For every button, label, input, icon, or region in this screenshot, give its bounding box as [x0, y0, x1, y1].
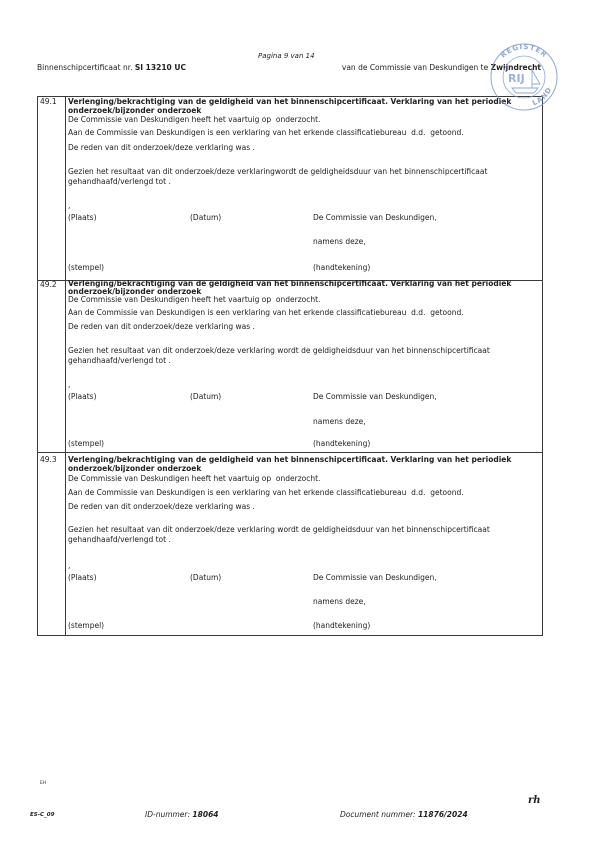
place-date-separator: ,	[68, 380, 71, 389]
on-behalf-label: namens deze,	[313, 417, 366, 426]
document-number-value: 11876/2024	[417, 810, 468, 819]
inspection-statement: De Commissie van Deskundigen heeft het vaartuig op onderzocht.	[68, 474, 321, 483]
place-label: (Plaats)	[68, 392, 97, 401]
id-number-line	[145, 810, 219, 820]
validity-statement-line-2: gehandhaafd/verlengd tot .	[68, 356, 171, 365]
signature-label: (handtekening)	[313, 621, 371, 630]
stamp-bottom-text: LAND	[531, 85, 554, 108]
date-label: (Datum)	[190, 573, 222, 582]
section-number: 49.2	[40, 280, 57, 289]
date-label: (Datum)	[190, 213, 222, 222]
place-label: (Plaats)	[68, 213, 97, 222]
commission-city: Zwijndrecht	[490, 63, 541, 72]
place-date-separator: ,	[68, 561, 71, 570]
stamp-top-text: REGISTER	[499, 42, 549, 60]
endorsement-form	[37, 96, 543, 636]
commission-signatory-label: De Commissie van Deskundigen,	[313, 573, 437, 582]
certificate-number: SI 13210 UC	[134, 63, 186, 72]
signature-label: (handtekening)	[313, 439, 371, 448]
place-label: (Plaats)	[68, 573, 97, 582]
certificate-label: Binnenschipcertificaat nr.	[37, 63, 135, 72]
section-heading-line-2: onderzoek/bijzonder onderzoek	[68, 287, 202, 296]
stamp-label: (stempel)	[68, 263, 105, 272]
handwritten-initials: rh	[528, 795, 541, 806]
id-number-label: ID-nummer:	[145, 810, 193, 819]
validity-statement-line-1: Gezien het resultaat van dit onderzoek/deze verklaring wordt de geldigheidsduur van het binnenschipcertificaat	[68, 525, 490, 534]
section-49-3	[38, 453, 542, 635]
classification-statement: Aan de Commissie van Deskundigen is een verklaring van het erkende classificatiebureau d.d. getoond.	[68, 308, 464, 317]
inspection-statement: De Commissie van Deskundigen heeft het vaartuig op onderzocht.	[68, 115, 321, 124]
classification-statement: Aan de Commissie van Deskundigen is een verklaring van het erkende classificatiebureau d.d. getoond.	[68, 488, 464, 497]
on-behalf-label: namens deze,	[313, 237, 366, 246]
reason-statement: De reden van dit onderzoek/deze verklaring was .	[68, 502, 255, 511]
section-number: 49.1	[40, 97, 57, 106]
date-label: (Datum)	[190, 392, 222, 401]
register-stamp	[488, 40, 560, 114]
svg-text:REGISTER	[499, 43, 549, 60]
section-heading-line-1: Verlenging/bekrachtiging van de geldigheid van het binnenschipcertificaat. Verklaring van het periodiek	[68, 97, 512, 106]
reason-statement: De reden van dit onderzoek/deze verklaring was .	[68, 143, 255, 152]
signature-label: (handtekening)	[313, 263, 371, 272]
section-49-1	[38, 97, 542, 281]
validity-statement-line-1: Gezien het resultaat van dit onderzoek/deze verklaring wordt de geldigheidsduur van het binnenschipcertificaat	[68, 346, 490, 355]
commission-signatory-label: De Commissie van Deskundigen,	[313, 392, 437, 401]
commission-label: van de Commissie van Deskundigen te	[341, 63, 491, 72]
certificate-number-line	[37, 63, 186, 73]
inspection-statement: De Commissie van Deskundigen heeft het vaartuig op onderzocht.	[68, 295, 321, 304]
stamp-label: (stempel)	[68, 439, 105, 448]
document-number-label: Document nummer:	[340, 810, 418, 819]
id-number-value: 18064	[192, 810, 219, 819]
on-behalf-label: namens deze,	[313, 597, 366, 606]
stamp-label: (stempel)	[68, 621, 105, 630]
section-heading-line-2: onderzoek/bijzonder onderzoek	[68, 464, 202, 473]
place-date-separator: ,	[68, 201, 71, 210]
section-heading-line-1: Verlenging/bekrachtiging van de geldigheid van het binnenschipcertificaat. Verklaring van het periodiek	[68, 455, 512, 464]
stamp-middle-text: RIJ	[508, 72, 525, 85]
validity-statement-line-2: gehandhaafd/verlengd tot .	[68, 535, 171, 544]
form-code: ES-C_09	[30, 812, 55, 818]
classification-statement: Aan de Commissie van Deskundigen is een verklaring van het erkende classificatiebureau d.d. getoond.	[68, 128, 464, 137]
validity-statement-line-1: Gezien het resultaat van dit onderzoek/deze verklaringwordt de geldigheidsduur van het binnenschipcertificaat	[68, 167, 488, 176]
page-indicator: Pagina 9 van 14	[258, 52, 315, 60]
section-heading-line-2: onderzoek/bijzonder onderzoek	[68, 106, 202, 115]
validity-statement-line-2: gehandhaafd/verlengd tot .	[68, 177, 171, 186]
commission-signatory-label: De Commissie van Deskundigen,	[313, 213, 437, 222]
section-49-2	[38, 281, 542, 453]
document-number-line	[340, 810, 468, 820]
reason-statement: De reden van dit onderzoek/deze verklaring was .	[68, 322, 255, 331]
section-number: 49.3	[40, 455, 57, 464]
small-initials: EH	[40, 781, 47, 786]
section-heading-line-1: Verlenging/bekrachtiging van de geldigheid van het binnenschipcertificaat. Verklaring van het periodiek	[68, 279, 512, 288]
